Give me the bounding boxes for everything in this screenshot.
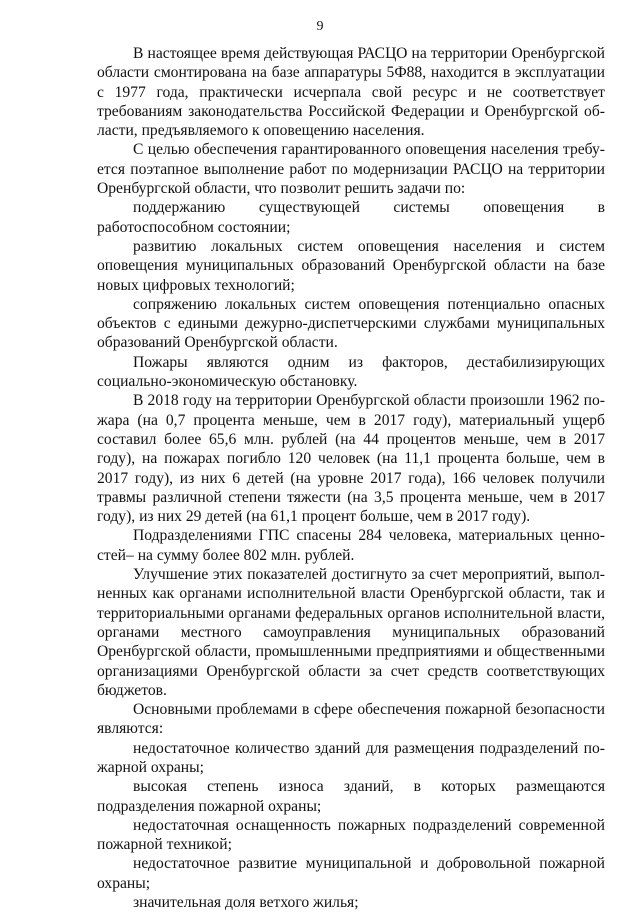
paragraph-improvement: Улучшение этих показателей достигнуто за счет мероприятий, выполненных как органами исполнительной власти Оренбургской области, так и территориальными органами федеральных органов исполнительной власти, органами местного самоуправления муниципальных образований Оренбургской области, промышленными предприятиями и общественными организациями Оренбургской области за счет средств соответствующих бюджетов.: [97, 566, 605, 699]
paragraph-main-problems: Основными проблемами в сфере обеспечения пожарной безопасности являются:: [97, 701, 605, 738]
list-item-old-housing: значительная доля ветхого жилья;: [133, 894, 359, 912]
paragraph-modernization-goal: С целью обеспечения гарантированного оповещения населения требуется поэтапное выполнение работ по модернизации РАСЦО на территории Оренбургской области, что позволит решить задачи по:: [97, 141, 605, 198]
document-body: [97, 44, 605, 912]
paragraph-fire-statistics-2018: В 2018 году на территории Оренбургской области произошли 1962 пожара (на 0,7 процента меньше, чем в 2017 году), материальный ущерб составил более 65,6 млн. рублей (на 44 процентов меньше, чем в 2017 году), на пожарах погибло 120 человек (на 11,1 процента больше, чем в 2017 году), из них 6 детей (на уровне 2017 года), 166 человек получили травмы различной степени тяжести (на 3,5 процента меньше, чем в 2017 году), из них 29 детей (на 61,1 процент больше, чем в 2017 году).: [97, 392, 605, 526]
list-item-develop-local-systems: развитию локальных систем оповещения населения и систем оповещения муниципальных образований Оренбургской области на базе новых цифровых технологий;: [97, 237, 605, 294]
list-item-buildings-shortage: недостаточное количество зданий для размещения подразделений пожарной охраны;: [97, 739, 605, 776]
paragraph-rescued: Подразделениями ГПС спасены 284 человека, материальных ценностей– на сумму более 802 млн. рублей.: [97, 527, 605, 564]
list-item-volunteer-brigades: недостаточное развитие муниципальной и добровольной пожарной охраны;: [97, 855, 605, 892]
list-item-equipment: недостаточная оснащенность пожарных подразделений современной пожарной техникой;: [97, 816, 605, 854]
paragraph-fires-intro: Пожары являются одним из факторов, дестабилизирующих социально-экономическую обстановку.: [97, 353, 605, 391]
list-item-connect-systems: сопряжению локальных систем оповещения потенциально опасных объектов с едиными дежурно-диспетчерскими службами муниципальных образований Оренбургской области.: [97, 295, 605, 352]
paragraph-rasco-status: В настоящее время действующая РАСЦО на территории Оренбургской области смонтирована на базе аппаратуры 5Ф88, находится в эксплуатации с 1977 года, практически исчерпала свой ресурс и не соответствует требованиям законодательства Российской Федерации и Оренбургской области, предъявляемого к оповещению населения.: [97, 45, 605, 140]
list-item-maintain-system: поддержанию существующей системы оповещения в работоспособном состоянии;: [97, 199, 605, 236]
list-item-buildings-wear: высокая степень износа зданий, в которых размещаются подразделения пожарной охраны;: [97, 778, 605, 815]
page-number: 9: [316, 19, 324, 34]
